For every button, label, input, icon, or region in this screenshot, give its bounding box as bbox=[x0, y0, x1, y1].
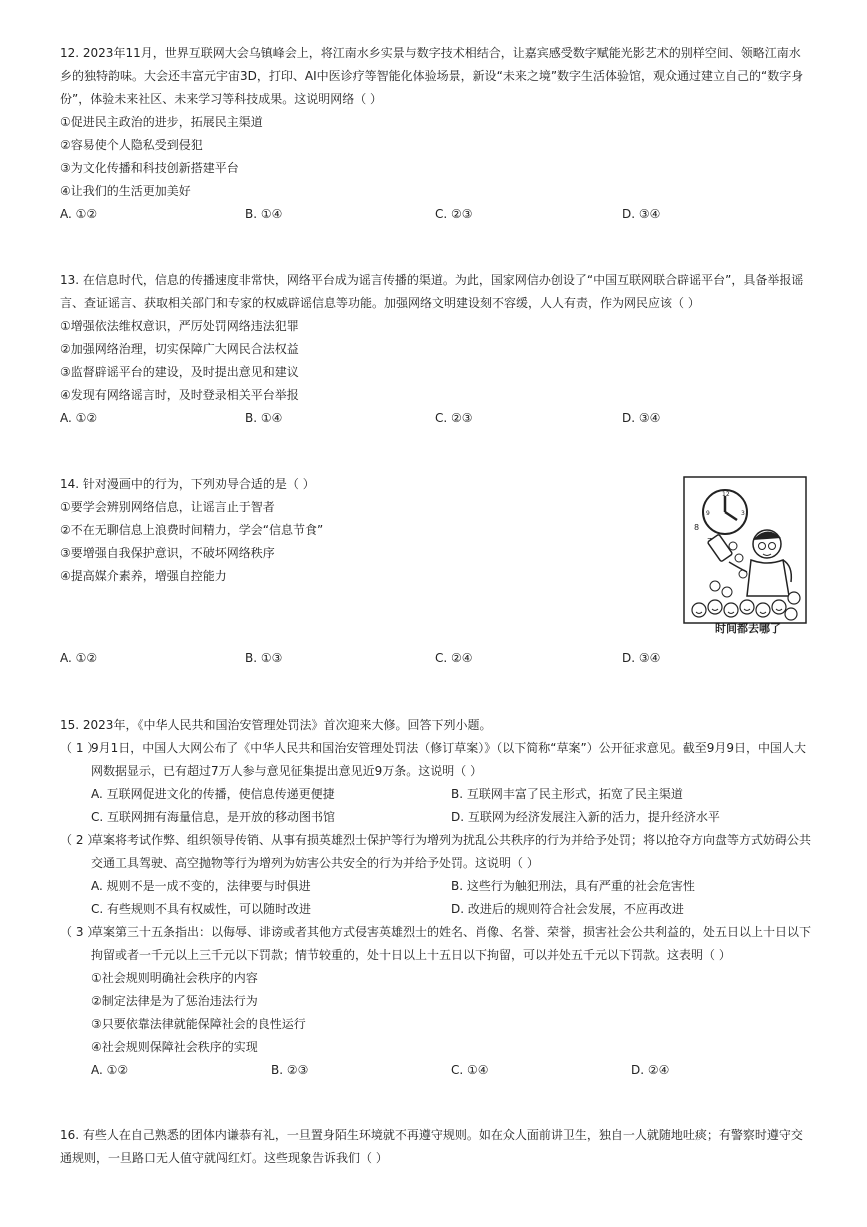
sub-question-2-stem: 草案将考试作弊、组织领导传销、从事有损英雄烈士保护等行为增列为扰乱公共秩序的行为并给予处罚；将以抢夺方向盘等方式妨碍公共交通工具驾驶、高空抛物等行为增列为妨害公共安全的行为并给予处罚。这说明（ ） bbox=[91, 833, 812, 870]
sub-question-3-item-3: ③只要依靠法律就能保障社会的良性运行 bbox=[91, 1017, 306, 1031]
question-14 bbox=[60, 473, 660, 588]
question-13 bbox=[60, 269, 812, 430]
choice-d[interactable]: D. 改进后的规则符合社会发展，不应再改进 bbox=[451, 902, 684, 916]
question-15-stem: 15. 2023年，《中华人民共和国治安管理处罚法》首次迎来大修。回答下列小题。 bbox=[60, 718, 492, 732]
svg-text:8: 8 bbox=[694, 523, 700, 532]
svg-text:9: 9 bbox=[706, 510, 710, 517]
choice-b[interactable]: B. ①④ bbox=[245, 207, 283, 221]
question-14-item-3: ③要增强自我保护意识，不破坏网络秩序 bbox=[60, 546, 275, 560]
choice-a[interactable]: A. ①② bbox=[91, 1063, 129, 1077]
question-12 bbox=[60, 42, 812, 226]
question-13-item-2: ②加强网络治理，切实保障广大网民合法权益 bbox=[60, 342, 299, 356]
question-14-item-4: ④提高媒介素养，增强自控能力 bbox=[60, 569, 227, 583]
sub-question-3-stem: 草案第三十五条指出：以侮辱、诽谤或者其他方式侵害英雄烈士的姓名、肖像、名誉、荣誉，损害社会公共利益的，处五日以上十日以下拘留或者一千元以上三千元以下罚款；情节较重的，处十日以上十五日以下拘留，可以并处五千元以下罚款。这表明（ ） bbox=[91, 925, 812, 962]
cartoon-drawing bbox=[683, 476, 807, 624]
question-12-item-4: ④让我们的生活更加美好 bbox=[60, 184, 191, 198]
sub-question-3-item-1: ①社会规则明确社会秩序的内容 bbox=[91, 971, 258, 985]
sub-question-1-choices-row-1 bbox=[91, 783, 812, 806]
choice-a[interactable]: A. ①② bbox=[60, 411, 98, 425]
question-15-sub-2 bbox=[60, 829, 812, 921]
question-12-item-2: ②容易使个人隐私受到侵犯 bbox=[60, 138, 203, 152]
choice-b[interactable]: B. ②③ bbox=[271, 1063, 309, 1077]
cartoon-illustration bbox=[683, 476, 807, 626]
sub-question-number: （ 1 ） bbox=[60, 741, 100, 755]
question-13-stem: 13. 在信息时代，信息的传播速度非常快，网络平台成为谣言传播的渠道。为此，国家网信办创设了“中国互联网联合辟谣平台”，具备举报谣言、查证谣言、获取相关部门和专家的权威辟谣信息等功能。加强网络文明建设刻不容缓，人人有责，作为网民应该（ ） bbox=[60, 273, 804, 310]
sub-question-3-item-4: ④社会规则保障社会秩序的实现 bbox=[91, 1040, 258, 1054]
question-13-item-1: ①增强依法维权意识，严厉处罚网络违法犯罪 bbox=[60, 319, 299, 333]
choice-c[interactable]: C. ②④ bbox=[435, 651, 473, 665]
choice-a[interactable]: A. 规则不是一成不变的，法律要与时俱进 bbox=[91, 879, 311, 893]
sub-question-number: （ 3 ） bbox=[60, 925, 100, 939]
question-12-item-1: ①促进民主政治的进步，拓展民主渠道 bbox=[60, 115, 263, 129]
choice-c[interactable]: C. ①④ bbox=[451, 1063, 489, 1077]
question-14-stem: 14. 针对漫画中的行为，下列劝导合适的是（ ） bbox=[60, 477, 315, 491]
choice-c[interactable]: C. 互联网拥有海量信息，是开放的移动图书馆 bbox=[91, 810, 336, 824]
svg-text:12: 12 bbox=[722, 491, 730, 498]
question-15 bbox=[60, 714, 812, 1082]
choice-d[interactable]: D. ③④ bbox=[622, 651, 661, 665]
choice-a[interactable]: A. ①② bbox=[60, 651, 98, 665]
question-16 bbox=[60, 1124, 812, 1170]
choice-d[interactable]: D. 互联网为经济发展注入新的活力，提升经济水平 bbox=[451, 810, 720, 824]
question-14-choices bbox=[60, 647, 812, 670]
cartoon-caption: 时间都去哪了 bbox=[715, 622, 781, 635]
question-13-item-4: ④发现有网络谣言时，及时登录相关平台举报 bbox=[60, 388, 299, 402]
choice-d[interactable]: D. ③④ bbox=[622, 207, 661, 221]
choice-a[interactable]: A. ①② bbox=[60, 207, 98, 221]
choice-c[interactable]: C. ②③ bbox=[435, 207, 473, 221]
question-12-choices bbox=[60, 203, 812, 226]
sub-question-3-item-2: ②制定法律是为了惩治违法行为 bbox=[91, 994, 258, 1008]
sub-question-number: （ 2 ） bbox=[60, 833, 100, 847]
choice-c[interactable]: C. 有些规则不具有权威性，可以随时改进 bbox=[91, 902, 312, 916]
choice-b[interactable]: B. ①④ bbox=[245, 411, 283, 425]
svg-text:3: 3 bbox=[741, 510, 745, 517]
choice-d[interactable]: D. ②④ bbox=[631, 1063, 670, 1077]
question-12-item-3: ③为文化传播和科技创新搭建平台 bbox=[60, 161, 239, 175]
question-13-choices bbox=[60, 407, 812, 430]
choice-d[interactable]: D. ③④ bbox=[622, 411, 661, 425]
question-14-choices-wrap bbox=[60, 647, 812, 670]
choice-b[interactable]: B. 这些行为触犯刑法，具有严重的社会危害性 bbox=[451, 879, 695, 893]
sub-question-2-choices-row-1 bbox=[91, 875, 812, 898]
question-12-stem: 12. 2023年11月，世界互联网大会乌镇峰会上，将江南水乡实景与数字技术相结合，让嘉宾感受数字赋能光影艺术的别样空间、领略江南水乡的独特韵味。大会还丰富元宇宙3D，打印、AI中医诊疗等智能化体验场景，新设“未来之境”数字生活体验馆，观众通过建立自己的“数字身份”，体验未来社区、未来学习等科技成果。这说明网络（ ） bbox=[60, 46, 804, 106]
question-14-item-1: ①要学会辨别网络信息，让谣言止于智者 bbox=[60, 500, 275, 514]
question-13-item-3: ③监督辟谣平台的建设，及时提出意见和建议 bbox=[60, 365, 299, 379]
sub-question-1-stem: 9月1日，中国人大网公布了《中华人民共和国治安管理处罚法（修订草案）》（以下简称“草案”）公开征求意见。截至9月9日，中国人大网数据显示，已有超过7万人参与意见征集提出意见近9万条。这说明（ ） bbox=[91, 741, 806, 778]
question-15-sub-1 bbox=[60, 737, 812, 829]
question-16-stem: 16. 有些人在自己熟悉的团体内谦恭有礼，一旦置身陌生环境就不再遵守规则。如在众人面前讲卫生，独自一人就随地吐痰；有警察时遵守交通规则，一旦路口无人值守就闯红灯。这些现象告诉我们（ ） bbox=[60, 1128, 803, 1165]
sub-question-1-choices-row-2 bbox=[91, 806, 812, 829]
choice-b[interactable]: B. 互联网丰富了民主形式，拓宽了民主渠道 bbox=[451, 787, 683, 801]
sub-question-3-choices bbox=[91, 1059, 812, 1082]
choice-a[interactable]: A. 互联网促进文化的传播，使信息传递更便捷 bbox=[91, 787, 335, 801]
choice-c[interactable]: C. ②③ bbox=[435, 411, 473, 425]
sub-question-2-choices-row-2 bbox=[91, 898, 812, 921]
question-15-sub-3 bbox=[60, 921, 812, 1082]
question-14-item-2: ②不在无聊信息上浪费时间精力，学会“信息节食” bbox=[60, 523, 324, 537]
choice-b[interactable]: B. ①③ bbox=[245, 651, 283, 665]
